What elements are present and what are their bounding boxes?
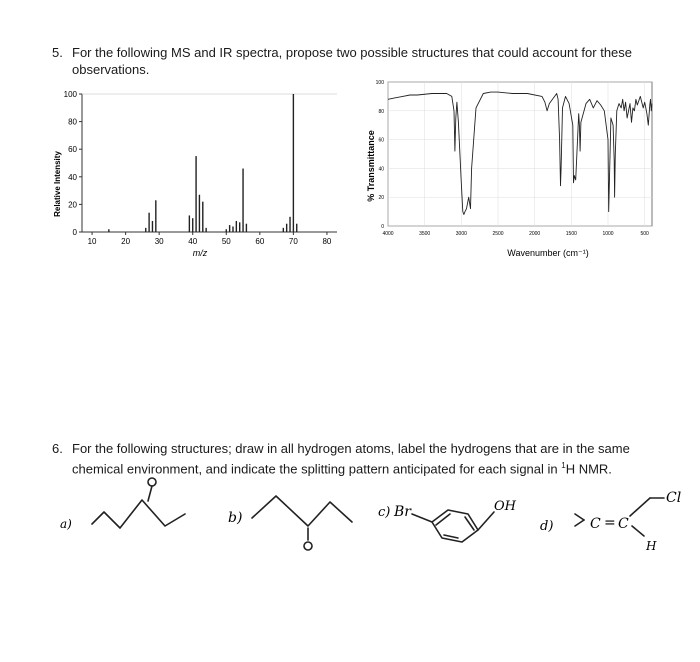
question-5 xyxy=(52,44,632,78)
ir-y-axis-label: % Transmittance xyxy=(366,130,376,202)
structure-d-h: H xyxy=(646,539,657,553)
ir-x-tick-label: 4000 xyxy=(382,231,394,237)
question-5-line1: For the following MS and IR spectra, propose two possible structures that could account for these xyxy=(72,45,633,60)
ms-y-tick-label: 0 xyxy=(72,228,77,237)
question-5-number: 5. xyxy=(52,45,63,60)
ms-x-tick-label: 20 xyxy=(121,237,131,246)
question-5-line2: observations. xyxy=(72,62,150,77)
structure-c-label: c) xyxy=(378,505,391,520)
structure-c-br-bond xyxy=(412,514,432,522)
ms-y-tick-label: 40 xyxy=(68,172,77,182)
ms-x-tick-label: 40 xyxy=(188,237,198,246)
structure-c-oh: OH xyxy=(494,499,516,514)
question-6-line2: chemical environment, and indicate the splitting pattern anticipated for each signal in $^1$H NMR. xyxy=(72,461,612,477)
ir-x-tick-label: 3500 xyxy=(419,231,431,237)
ir-x-tick-label: 500 xyxy=(640,231,649,237)
ms-y-tick-label: 100 xyxy=(63,90,77,99)
ir-spectrum-chart xyxy=(360,76,660,266)
ms-x-tick-label: 70 xyxy=(288,237,298,246)
structure-a-label: a) xyxy=(60,517,72,531)
ms-y-tick-label: 20 xyxy=(68,200,77,210)
structure-c-br: Br xyxy=(394,504,411,520)
question-6-line1: For the following structures; draw in all hydrogen atoms, label the hydrogens that are in the same xyxy=(72,441,630,456)
structure-d-c1: C xyxy=(590,516,601,532)
ir-y-tick-label: 80 xyxy=(378,108,384,115)
ms-x-axis-label: m/z xyxy=(192,248,208,258)
structure-b-oxygen xyxy=(304,542,312,550)
structures-row xyxy=(0,470,700,580)
ms-x-tick-label: 50 xyxy=(221,237,231,246)
ms-y-tick-label: 60 xyxy=(68,145,77,155)
structure-d-eq: = xyxy=(604,515,616,531)
ir-x-tick-label: 1000 xyxy=(602,231,614,237)
question-6-number: 6. xyxy=(52,441,63,456)
ir-x-tick-label: 2000 xyxy=(529,231,541,237)
ir-plot-frame xyxy=(388,82,652,226)
ir-x-tick-label: 1500 xyxy=(565,231,577,237)
structure-d-label: d) xyxy=(540,519,554,534)
ms-x-tick-label: 10 xyxy=(87,237,97,246)
ir-y-tick-label: 0 xyxy=(381,224,384,230)
ms-x-tick-label: 30 xyxy=(154,237,164,246)
structure-b-label: b) xyxy=(228,510,243,526)
structure-b-skeleton xyxy=(252,496,352,526)
ir-y-tick-label: 60 xyxy=(378,137,384,144)
ir-x-axis-label: Wavenumber (cm⁻¹) xyxy=(507,248,589,258)
structure-a-carbonyl xyxy=(148,486,152,501)
ir-y-tick-label: 100 xyxy=(375,80,384,86)
ir-x-tick-label: 3000 xyxy=(455,231,467,237)
structure-d-cl: Cl xyxy=(666,490,682,506)
structure-c-oh-bond xyxy=(478,512,494,530)
structure-a-skeleton xyxy=(92,500,185,528)
ms-x-tick-label: 80 xyxy=(322,237,332,246)
ir-y-tick-label: 20 xyxy=(378,195,384,202)
ir-transmittance-line xyxy=(388,92,652,214)
structure-a-oxygen xyxy=(148,478,156,486)
ms-x-tick-label: 60 xyxy=(255,237,265,246)
mass-spectrum-chart xyxy=(52,84,352,274)
structure-d-c2: C xyxy=(618,516,629,532)
ms-y-axis-label: Relative Intensity xyxy=(53,151,62,217)
ir-y-tick-label: 40 xyxy=(378,166,384,173)
ms-y-tick-label: 80 xyxy=(68,117,77,127)
ir-x-tick-label: 2500 xyxy=(492,231,504,237)
